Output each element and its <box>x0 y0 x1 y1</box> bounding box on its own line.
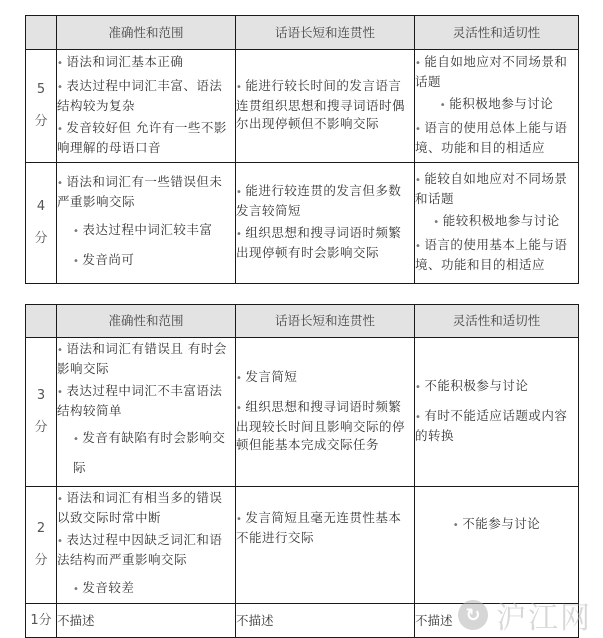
bullet-icon: • <box>73 226 80 237</box>
criterion-item: • 语法和词汇有相当多的错误以致交际时常中断 <box>57 490 223 525</box>
rubric-table-lower <box>25 304 579 638</box>
score-cell: 1分 <box>26 604 57 638</box>
bullet-icon: • <box>236 514 243 525</box>
criterion-item: • 表达过程中词汇较丰富 <box>73 222 213 237</box>
criterion-item: • 不能积极参与讨论 <box>415 378 529 393</box>
criterion-item: • 能较自如地应对不同场景和话题 <box>415 171 568 206</box>
criterion-item: • 能积极地参与讨论 <box>439 96 554 111</box>
criterion-item: • 发音有缺陷有时会影响交际 <box>73 430 226 475</box>
criterion-item: • 能进行较连贯的发言但多数发言较简短 <box>236 183 402 218</box>
score-cell <box>26 50 57 163</box>
table-row-score-3 <box>26 338 579 487</box>
table-row-score-5 <box>26 50 579 163</box>
score-number: 4 <box>36 199 46 214</box>
criterion-item: • 发言简短且毫无连贯性基本不能进行交际 <box>236 510 402 545</box>
header-row <box>26 16 579 50</box>
score-cell <box>26 338 57 487</box>
criterion-item: • 语言的使用基本上能与语境、功能和目的相适应 <box>415 237 568 272</box>
bullet-icon: • <box>73 256 80 267</box>
criterion-item: • 组织思想和搜寻词语时频繁出现较长时间且影响交际的停顿但能基本完成交际任务 <box>236 399 406 452</box>
bullet-icon: • <box>415 241 422 252</box>
header-coherence: 话语长短和连贯性 <box>236 16 415 50</box>
criterion-item: • 能自如地应对不同场景和话题 <box>415 54 568 89</box>
score-number: 3 <box>36 388 46 403</box>
accuracy-cell <box>57 338 236 487</box>
header-row <box>26 305 579 338</box>
bullet-icon: • <box>236 403 243 414</box>
criterion-item: • 发音尚可 <box>73 252 135 267</box>
criterion-item: • 能较积极地参与讨论 <box>433 213 560 228</box>
header-score <box>26 305 57 338</box>
bullet-icon: • <box>236 373 243 384</box>
coherence-cell: 不描述 <box>236 604 415 638</box>
criterion-item: • 表达过程中词汇不丰富语法结构较简单 <box>57 383 223 418</box>
bullet-icon: • <box>57 58 64 69</box>
score-cell <box>26 163 57 284</box>
criterion-item: • 组织思想和搜寻词语时频繁出现停顿有时会影响交际 <box>236 225 402 260</box>
bullet-icon: • <box>415 124 422 135</box>
criterion-item: • 表达过程中词汇丰富、语法结构较为复杂 <box>57 78 223 113</box>
bullet-icon: • <box>415 175 422 186</box>
bullet-icon: • <box>73 584 80 595</box>
score-cell <box>26 487 57 604</box>
bullet-icon: • <box>57 82 64 93</box>
coherence-cell <box>236 163 415 284</box>
score-unit: 分 <box>34 114 48 129</box>
bullet-icon: • <box>236 187 243 198</box>
bullet-icon: • <box>236 82 243 93</box>
accuracy-cell: 不描述 <box>57 604 236 638</box>
header-score <box>26 16 57 50</box>
bullet-icon: • <box>57 178 64 189</box>
criterion-item: • 发音较差 <box>73 580 135 595</box>
criterion-item: • 发言简短 <box>236 369 298 384</box>
flexibility-cell: 不描述 <box>415 604 579 638</box>
score-unit: 分 <box>34 231 48 246</box>
flexibility-cell <box>415 487 579 604</box>
bullet-icon: • <box>57 536 64 547</box>
bullet-icon: • <box>57 345 64 356</box>
accuracy-cell <box>57 50 236 163</box>
flexibility-cell <box>415 50 579 163</box>
flexibility-cell <box>415 163 579 284</box>
header-flexibility: 灵活性和适切性 <box>415 16 579 50</box>
coherence-cell <box>236 50 415 163</box>
criterion-item: • 语法和词汇有一些错误但未严重影响交际 <box>57 174 223 209</box>
accuracy-cell <box>57 487 236 604</box>
score-unit: 分 <box>34 420 48 435</box>
bullet-icon: • <box>57 494 64 505</box>
criterion-item: • 发音较好但 允许有一些不影响理解的母语口音 <box>57 120 227 155</box>
score-unit: 分 <box>34 553 48 568</box>
table-row-score-1 <box>26 604 579 638</box>
bullet-icon: • <box>415 382 422 393</box>
bullet-icon: • <box>73 434 80 445</box>
score-number: 2 <box>36 521 46 536</box>
watermark-text: 沪江网 <box>496 601 592 636</box>
score-number: 5 <box>36 82 46 97</box>
bullet-icon: • <box>236 229 243 240</box>
criterion-item: • 语法和词汇有错误且 有时会影响交际 <box>57 341 227 376</box>
flexibility-cell <box>415 338 579 487</box>
bullet-icon: • <box>439 100 447 111</box>
coherence-cell <box>236 487 415 604</box>
criterion-item: • 有时不能适应话题或内容的转换 <box>415 408 568 443</box>
bullet-icon: • <box>415 412 422 423</box>
criterion-item: • 表达过程中因缺乏词汇和语法结构而严重影响交际 <box>57 532 223 567</box>
coherence-cell <box>236 338 415 487</box>
criterion-item: • 语言的使用总体上能与语境、功能和目的相适应 <box>415 120 568 155</box>
criterion-item: • 语法和词汇基本正确 <box>57 54 184 69</box>
bullet-icon: • <box>57 124 64 135</box>
header-accuracy: 准确性和范围 <box>57 16 236 50</box>
table-row-score-2 <box>26 487 579 604</box>
criterion-item: • 不能参与讨论 <box>452 516 541 531</box>
bullet-icon: • <box>57 387 64 398</box>
hujiang-logo-icon: ↻ <box>458 600 488 630</box>
criterion-item: • 能进行较长时间的发言语言连贯组织思想和搜寻词语时偶尔出现停顿但不影响交际 <box>236 78 406 131</box>
table-row-score-4 <box>26 163 579 284</box>
bullet-icon: • <box>415 58 422 69</box>
rubric-table-upper <box>25 15 579 284</box>
header-flexibility: 灵活性和适切性 <box>415 305 579 338</box>
bullet-icon: • <box>433 217 440 228</box>
header-coherence: 话语长短和连贯性 <box>236 305 415 338</box>
bullet-icon: • <box>452 520 460 531</box>
header-accuracy: 准确性和范围 <box>57 305 236 338</box>
accuracy-cell <box>57 163 236 284</box>
